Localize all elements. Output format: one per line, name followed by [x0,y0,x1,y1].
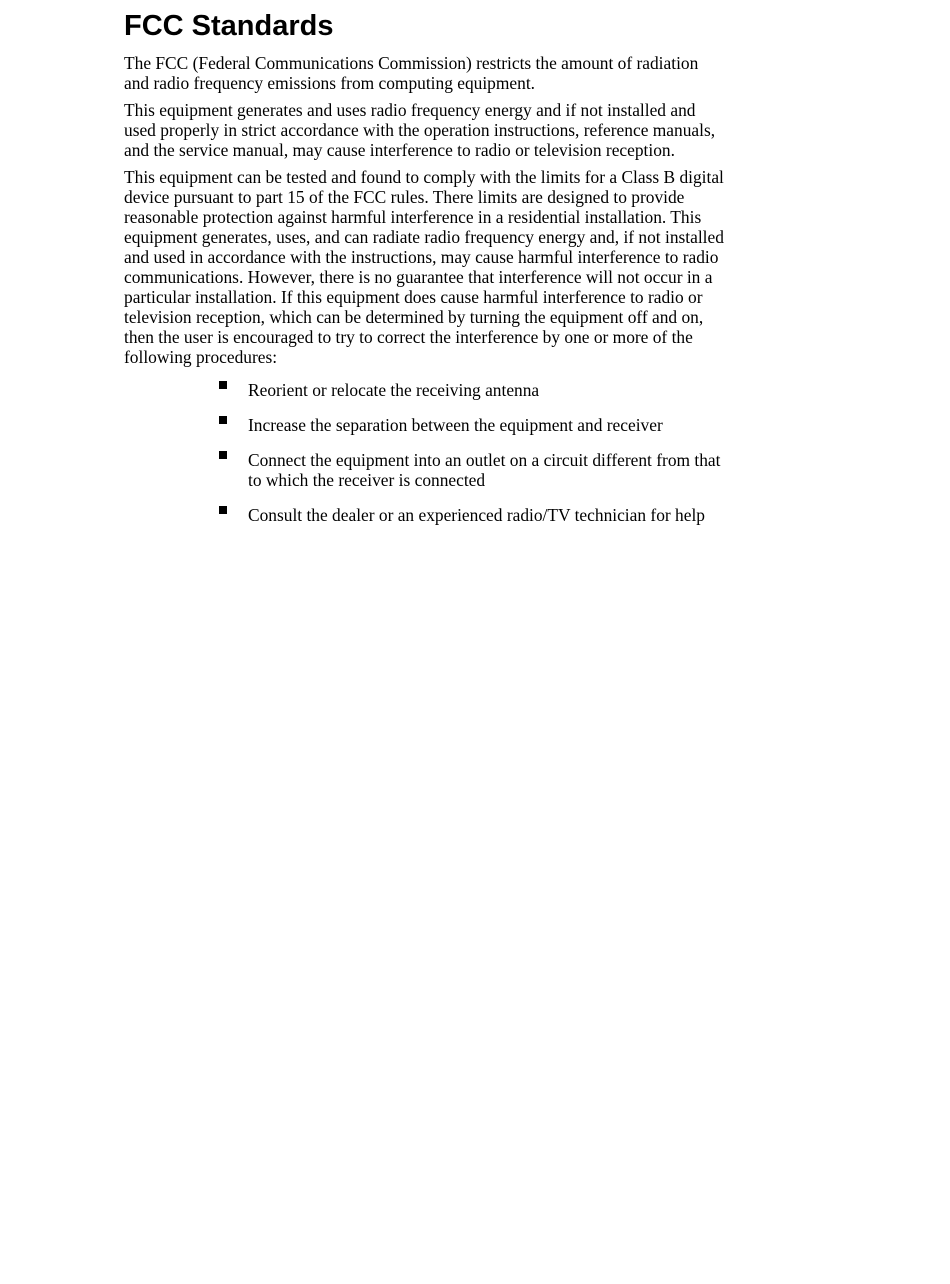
procedure-list [124,380,724,525]
square-bullet-icon [219,506,227,514]
square-bullet-icon [219,381,227,389]
paragraph-class-b-compliance: This equipment can be tested and found to comply with the limits for a Class B digital device pursuant to part 15 of the FCC rules. There limits are designed to provide reasonable protection against harmful interference in a residential installation. This equipment generates, uses, and can radiate radio frequency energy and, if not installed and used in accordance with the instructions, may cause harmful interference to radio communications. However, there is no guarantee that interference will not occur in a particular installation. If this equipment does cause harmful interference to radio or television reception, which can be determined by turning the equipment off and on, then the user is encouraged to try to correct the interference by one or more of the following procedures: [124,167,724,367]
list-item-text: Consult the dealer or an experienced radio/TV technician for help [248,505,705,525]
list-item [218,380,724,400]
list-item-text: Reorient or relocate the receiving antenna [248,380,540,400]
list-item [218,505,724,525]
page-title: FCC Standards [124,10,334,42]
list-item [218,415,724,435]
list-item-text: Connect the equipment into an outlet on a circuit different from that to which the receiver is connected [248,450,721,490]
square-bullet-icon [219,416,227,424]
square-bullet-icon [219,451,227,459]
list-item [218,450,724,490]
paragraph-interference-warning: This equipment generates and uses radio frequency energy and if not installed and used properly in strict accordance with the operation instructions, reference manuals, and the service manual, may cause interference to radio or television reception. [124,100,716,160]
document-page [124,0,724,540]
list-item-text: Increase the separation between the equipment and receiver [248,415,663,435]
paragraph-fcc-intro: The FCC (Federal Communications Commission) restricts the amount of radiation and radio frequency emissions from computing equipment. [124,53,699,93]
